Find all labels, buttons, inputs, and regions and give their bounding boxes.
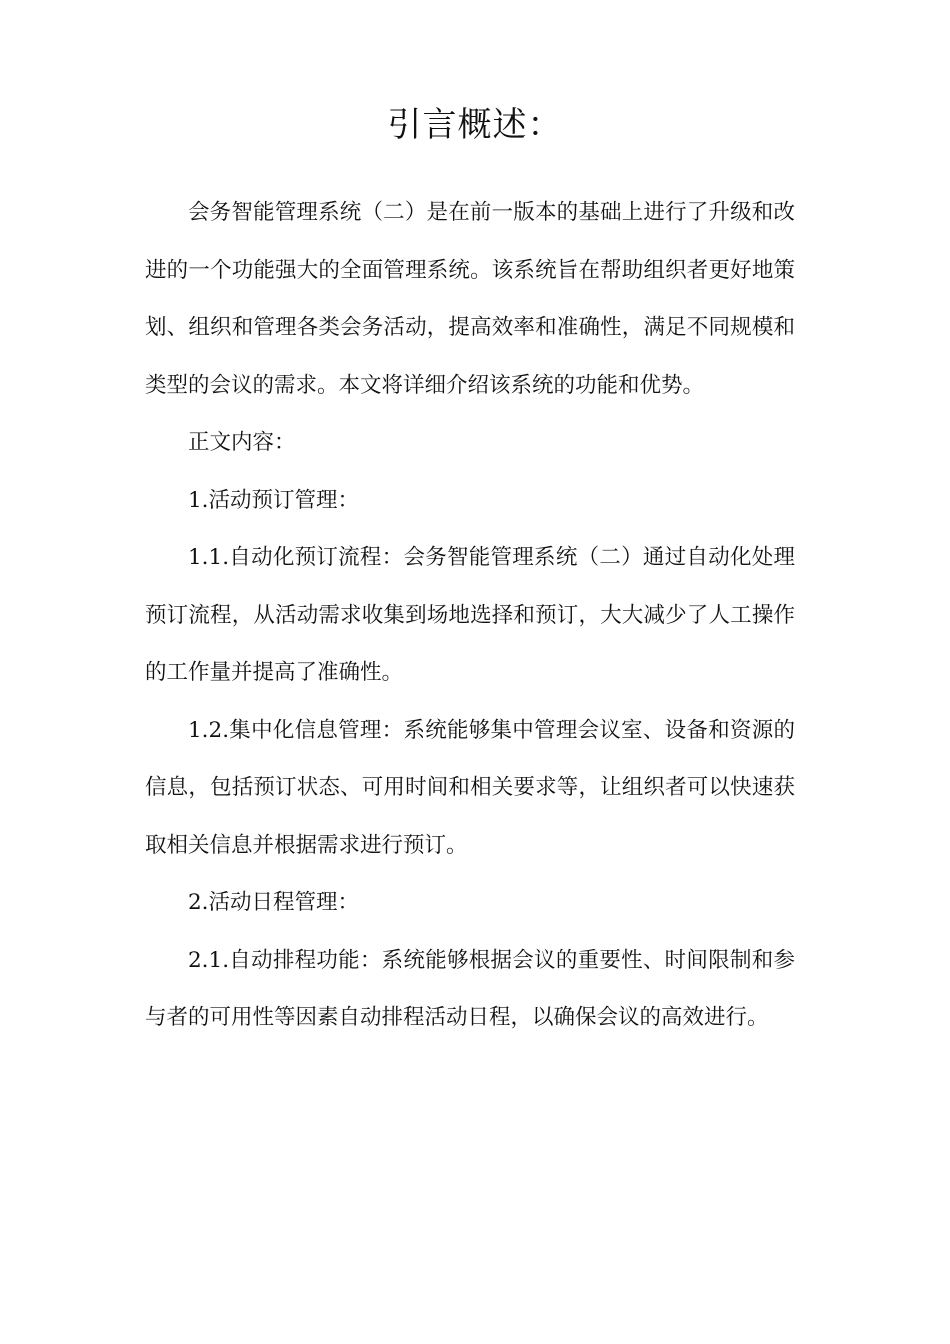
paragraph-booking-info: 1.2.集中化信息管理：系统能够集中管理会议室、设备和资源的信息，包括预订状态、可用时间和相关要求等，让组织者可以快速获取相关信息并根据需求进行预订。 <box>145 717 795 858</box>
document-body <box>145 184 795 1047</box>
section-heading-schedule: 2.活动日程管理： <box>188 890 360 915</box>
paragraph-auto-scheduling: 2.1.自动排程功能：系统能够根据会议的重要性、时间限制和参与者的可用性等因素自动排程活动日程，以确保会议的高效进行。 <box>145 947 795 1030</box>
page-title: 引言概述： <box>387 105 563 145</box>
section-heading-booking: 1.活动预订管理： <box>188 487 360 513</box>
paragraph-booking-automation: 1.1.自动化预订流程：会务智能管理系统（二）通过自动化处理预订流程，从活动需求收集到场地选择和预订，大大减少了人工操作的工作量并提高了准确性。 <box>145 545 795 685</box>
section-heading-body: 正文内容： <box>188 430 296 455</box>
intro-paragraph: 会务智能管理系统（二）是在前一版本的基础上进行了升级和改进的一个功能强大的全面管理系统。该系统旨在帮助组织者更好地策划、组织和管理各类会务活动，提高效率和准确性，满足不同规模和类型的会议的需求。本文将详细介绍该系统的功能和优势。 <box>145 200 795 398</box>
